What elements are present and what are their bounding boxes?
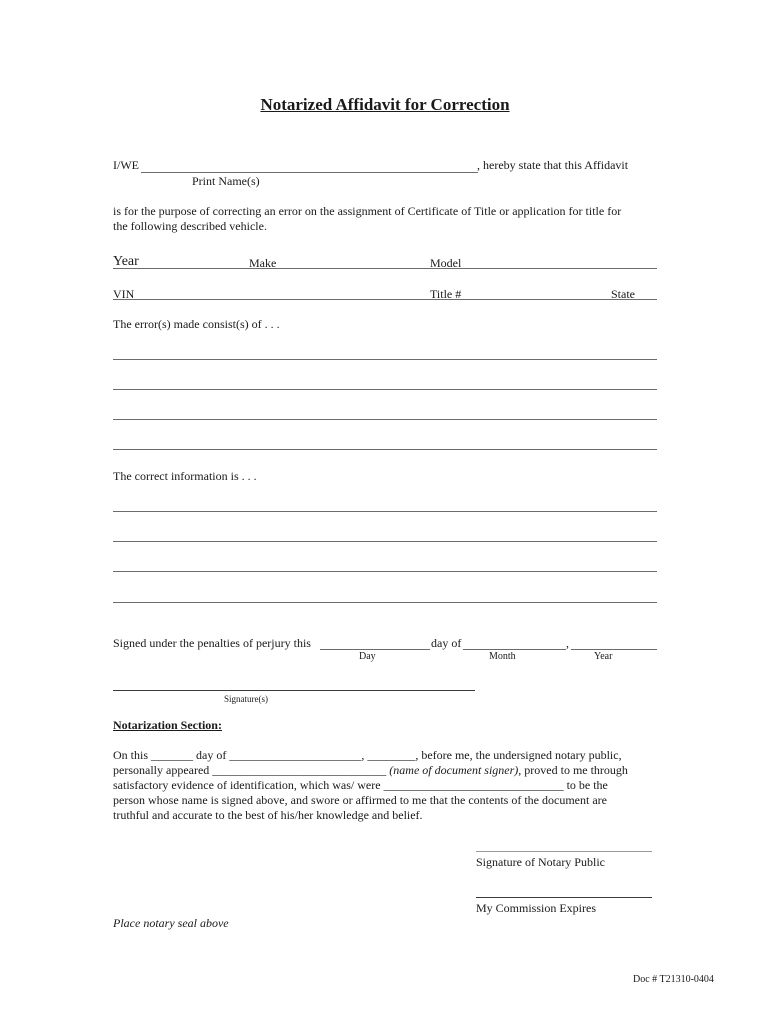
commission-expires-field[interactable] [476,897,652,898]
notarization-line-1: On this _______ day of ______________________, ________, before me, the undersigned notary public, [113,748,622,762]
hereby-text: , hereby state that this Affidavit [477,158,629,172]
vehicle-vin-title-state-field[interactable] [113,299,657,300]
error-line-2[interactable] [113,389,657,390]
error-line-3[interactable] [113,419,657,420]
purpose-line-2: the following described vehicle. [113,219,267,233]
iwe-label: I/WE [113,158,139,172]
notarization-line-2 [113,763,628,778]
notarization-line-4: person whose name is signed above, and swore or affirmed to me that the contents of the document are [113,793,607,807]
purpose-line-1: is for the purpose of correcting an error on the assignment of Certificate of Title or application for title for [113,204,622,218]
errors-label: The error(s) made consist(s) of . . . [113,317,280,331]
error-line-1[interactable] [113,359,657,360]
make-label: Make [249,256,277,270]
year-caption: Year [594,651,613,662]
signature-field[interactable] [113,690,475,691]
notary-signature-caption: Signature of Notary Public [476,855,605,869]
signed-day-field[interactable] [320,649,430,650]
correct-line-4[interactable] [113,602,657,603]
correct-info-label: The correct information is . . . [113,469,257,483]
correct-line-2[interactable] [113,541,657,542]
commission-expires-caption: My Commission Expires [476,901,597,915]
signed-perjury-text: Signed under the penalties of perjury this [113,636,311,650]
error-line-4[interactable] [113,449,657,450]
correct-line-3[interactable] [113,571,657,572]
model-label: Model [430,256,462,270]
vin-label: VIN [113,287,135,301]
signed-month-field[interactable] [463,649,566,650]
proved-through-text: , proved to me through [518,763,628,777]
notarization-line-3: satisfactory evidence of identification, which was/ were ______________________________ to be the [113,778,608,792]
print-name-field[interactable] [141,172,478,173]
correct-line-1[interactable] [113,511,657,512]
personally-appeared-text: personally appeared _____________________________ [113,763,390,777]
notary-signature-field[interactable] [476,851,652,852]
state-label: State [611,287,635,301]
month-caption: Month [489,651,516,662]
year-label: Year [113,254,139,269]
doc-number: Doc # T21310-0404 [633,974,714,985]
vehicle-year-make-model-field[interactable] [113,268,657,269]
day-of-text: day of [431,636,462,650]
signatures-caption: Signature(s) [224,694,268,704]
print-names-caption: Print Name(s) [192,174,260,188]
signer-name-hint: (name of document signer) [389,763,519,777]
notarization-heading: Notarization Section: [113,718,222,732]
title-number-label: Title # [430,287,462,301]
day-caption: Day [359,651,376,662]
comma-text: , [566,636,569,650]
signed-year-field[interactable] [571,649,657,650]
notarization-line-5: truthful and accurate to the best of his/her knowledge and belief. [113,808,423,822]
notary-seal-caption: Place notary seal above [113,916,229,930]
document-title: Notarized Affidavit for Correction [260,95,510,114]
